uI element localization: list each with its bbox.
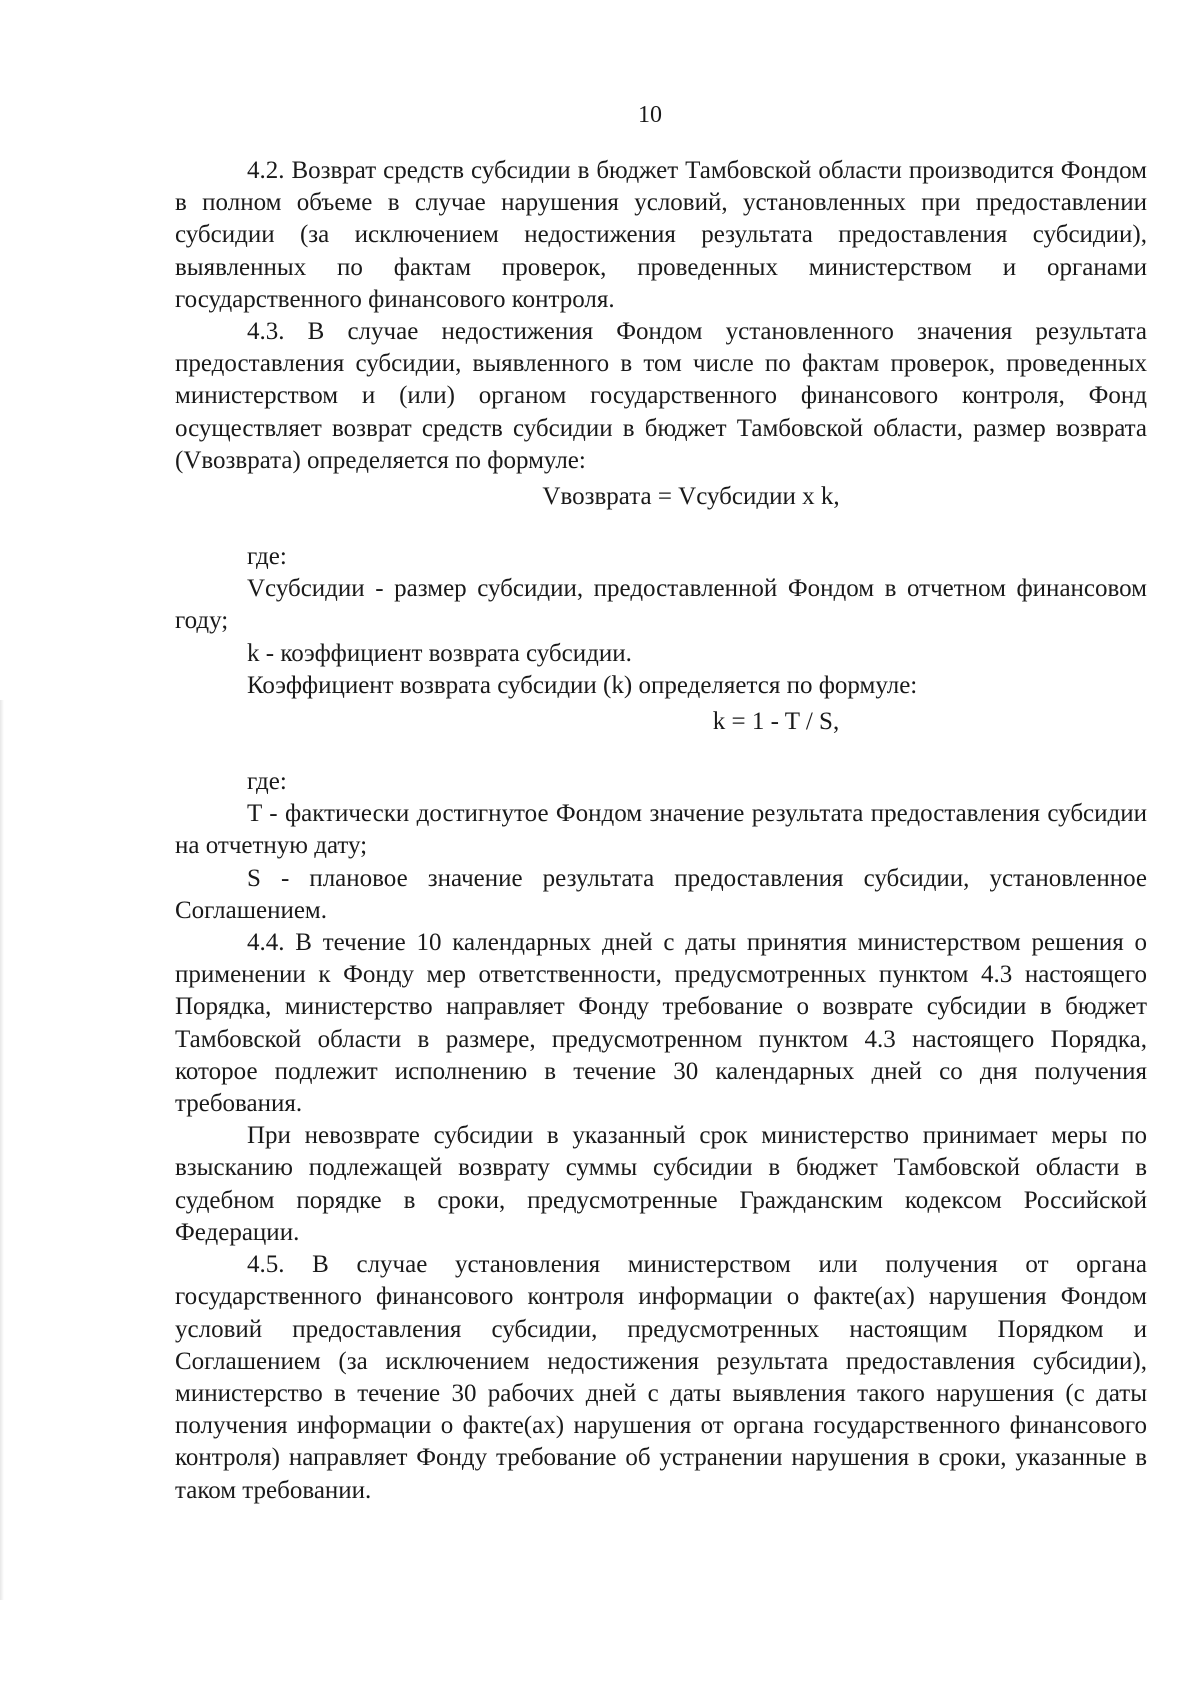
formula-refund-volume: Vвозврата = Vсубсидии x k,: [542, 483, 840, 511]
where-label-2: где:: [247, 768, 287, 796]
formula-coefficient: k = 1 - T / S,: [712, 708, 840, 736]
definition-k: k - коэффициент возврата субсидии.: [247, 639, 632, 667]
document-body: [175, 155, 1147, 1507]
paragraph-4-5: 4.5. В случае установления министерством или получения от органа государственного финансового контроля информации о факте(ах) нарушения Фондом условий предоставления субсидии, предусмотренных настоящим Порядком и Соглашением (за исключением недостижения результата предоставления субсидии), министерство в течение 30 рабочих дней с даты выявления такого нарушения (с даты получения информации о факте(ах) нарушения от органа государственного финансового контроля) направляет Фонду требование об устранении нарушения в сроки, указанные в таком требовании.: [175, 1251, 1147, 1504]
definition-s: S - плановое значение результата предоставления субсидии, установленное Соглашением.: [175, 864, 1147, 924]
scan-edge-artifact: [0, 700, 4, 1600]
paragraph-nonreturn: При невозврате субсидии в указанный срок министерство принимает меры по взысканию подлежащей возврату суммы субсидии в бюджет Тамбовской области в судебном порядке в сроки, предусмотренные Гражданским кодексом Российской Федерации.: [175, 1122, 1147, 1246]
paragraph-4-4: 4.4. В течение 10 календарных дней с даты принятия министерством решения о применении к Фонду мер ответственности, предусмотренных пунктом 4.3 настоящего Порядка, министерство направляет Фонду требование о возврате субсидии в бюджет Тамбовской области в размере, предусмотренном пунктом 4.3 настоящего Порядка, которое подлежит исполнению в течение 30 календарных дней со дня получения требования.: [175, 929, 1147, 1118]
paragraph-4-3: 4.3. В случае недостижения Фондом установленного значения результата предоставления субсидии, выявленного в том числе по фактам проверок, проведенных министерством и (или) органом государственного финансового контроля, Фонд осуществляет возврат средств субсидии в бюджет Тамбовской области, размер возврата (Vвозврата) определяется по формуле:: [175, 318, 1147, 474]
paragraph-4-2: 4.2. Возврат средств субсидии в бюджет Тамбовской области производится Фондом в полном объеме в случае нарушения условий, установленных при предоставлении субсидии (за исключением недостижения результата предоставления субсидии), выявленных по фактам проверок, проведенных министерством и органами государственного финансового контроля.: [175, 157, 1147, 313]
definition-t: T - фактически достигнутое Фондом значение результата предоставления субсидии на отчетную дату;: [175, 800, 1147, 860]
k-formula-intro: Коэффициент возврата субсидии (k) определяется по формуле:: [247, 671, 918, 699]
page-number: 10: [638, 102, 662, 128]
where-label-1: где:: [247, 543, 287, 571]
definition-vsubsidy: Vсубсидии - размер субсидии, предоставленной Фондом в отчетном финансовом году;: [175, 575, 1147, 635]
